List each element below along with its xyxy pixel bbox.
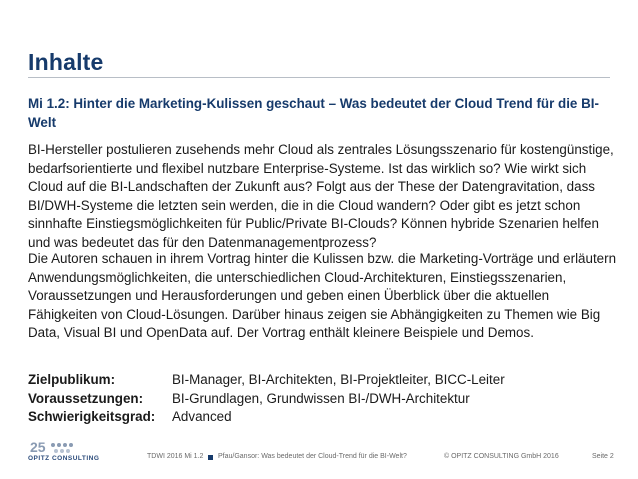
footer-event: TDWI 2016 Mi 1.2 xyxy=(147,453,204,460)
session-meta xyxy=(28,371,505,427)
meta-value: BI-Grundlagen, Grundwissen BI-/DWH-Architektur xyxy=(172,390,470,406)
footer-copyright: © OPITZ CONSULTING GmbH 2016 xyxy=(444,453,559,460)
meta-value: BI-Manager, BI-Architekten, BI-Projektleiter, BICC-Leiter xyxy=(172,372,505,387)
company-logo xyxy=(28,439,98,469)
logo-dots-icon xyxy=(50,442,78,454)
paragraph-intro: BI-Hersteller postulieren zusehends mehr Cloud als zentrales Lösungsszenario für kostengünstige, bedarfsorientierte und flexibel nutzbare Enterprise-Systeme. Ist das wirklich so? Wie wirkt sich Cloud auf die BI-Landschaften der Zukunft aus? Folgt aus der These der Datengravitation, dass BI/DWH-Systeme die letzten sein werden, die in die Cloud wandern? Oder gibt es jetzt schon sinnhafte Einstiegsmöglichkeiten für Public/Private BI-Clouds? Können hybride Szenarien helfen und was bedeutet das für den Datenmanagementprozess? xyxy=(28,142,614,250)
meta-key: Schwierigkeitsgrad: xyxy=(28,409,156,424)
paragraph-details: Die Autoren schauen in ihrem Vortrag hinter die Kulissen bzw. die Marketing-Vorträge und erläutern Anwendungsmöglichkeiten, die unterschiedlichen Cloud-Architekturen, Einstiegsszenarien, Voraussetzungen und Herausforderungen und geben einen Überblick über die aktuellen Fähigkeiten von Cloud-Lösungen. Darüber hinaus zeigen sie Abhängigkeiten zu Themen wie Big Data, Visual BI und OpenData auf. Der Vortrag enthält kleinere Beispiele und Demos. xyxy=(28,251,617,340)
footer xyxy=(0,439,638,479)
page-title: Inhalte xyxy=(28,49,104,75)
meta-row-audience xyxy=(28,371,505,390)
footer-page-number: Seite 2 xyxy=(592,453,614,460)
title-divider xyxy=(28,77,610,78)
meta-row-prerequisites xyxy=(28,390,505,409)
meta-row-difficulty xyxy=(28,408,505,427)
logo-anniversary-number: 25 xyxy=(30,439,46,455)
meta-value: Advanced xyxy=(172,409,232,424)
meta-key: Zielpublikum: xyxy=(28,372,116,387)
logo-text: OPITZ CONSULTING xyxy=(28,455,100,462)
footer-separator-icon xyxy=(208,455,213,460)
meta-key: Voraussetzungen: xyxy=(28,390,144,406)
session-subtitle: Mi 1.2: Hinter die Marketing-Kulissen geschaut – Was bedeutet der Cloud Trend für die BI-Welt xyxy=(28,96,599,130)
footer-talk-title: Pfau/Gansor: Was bedeutet der Cloud-Trend für die BI-Welt? xyxy=(218,453,407,460)
